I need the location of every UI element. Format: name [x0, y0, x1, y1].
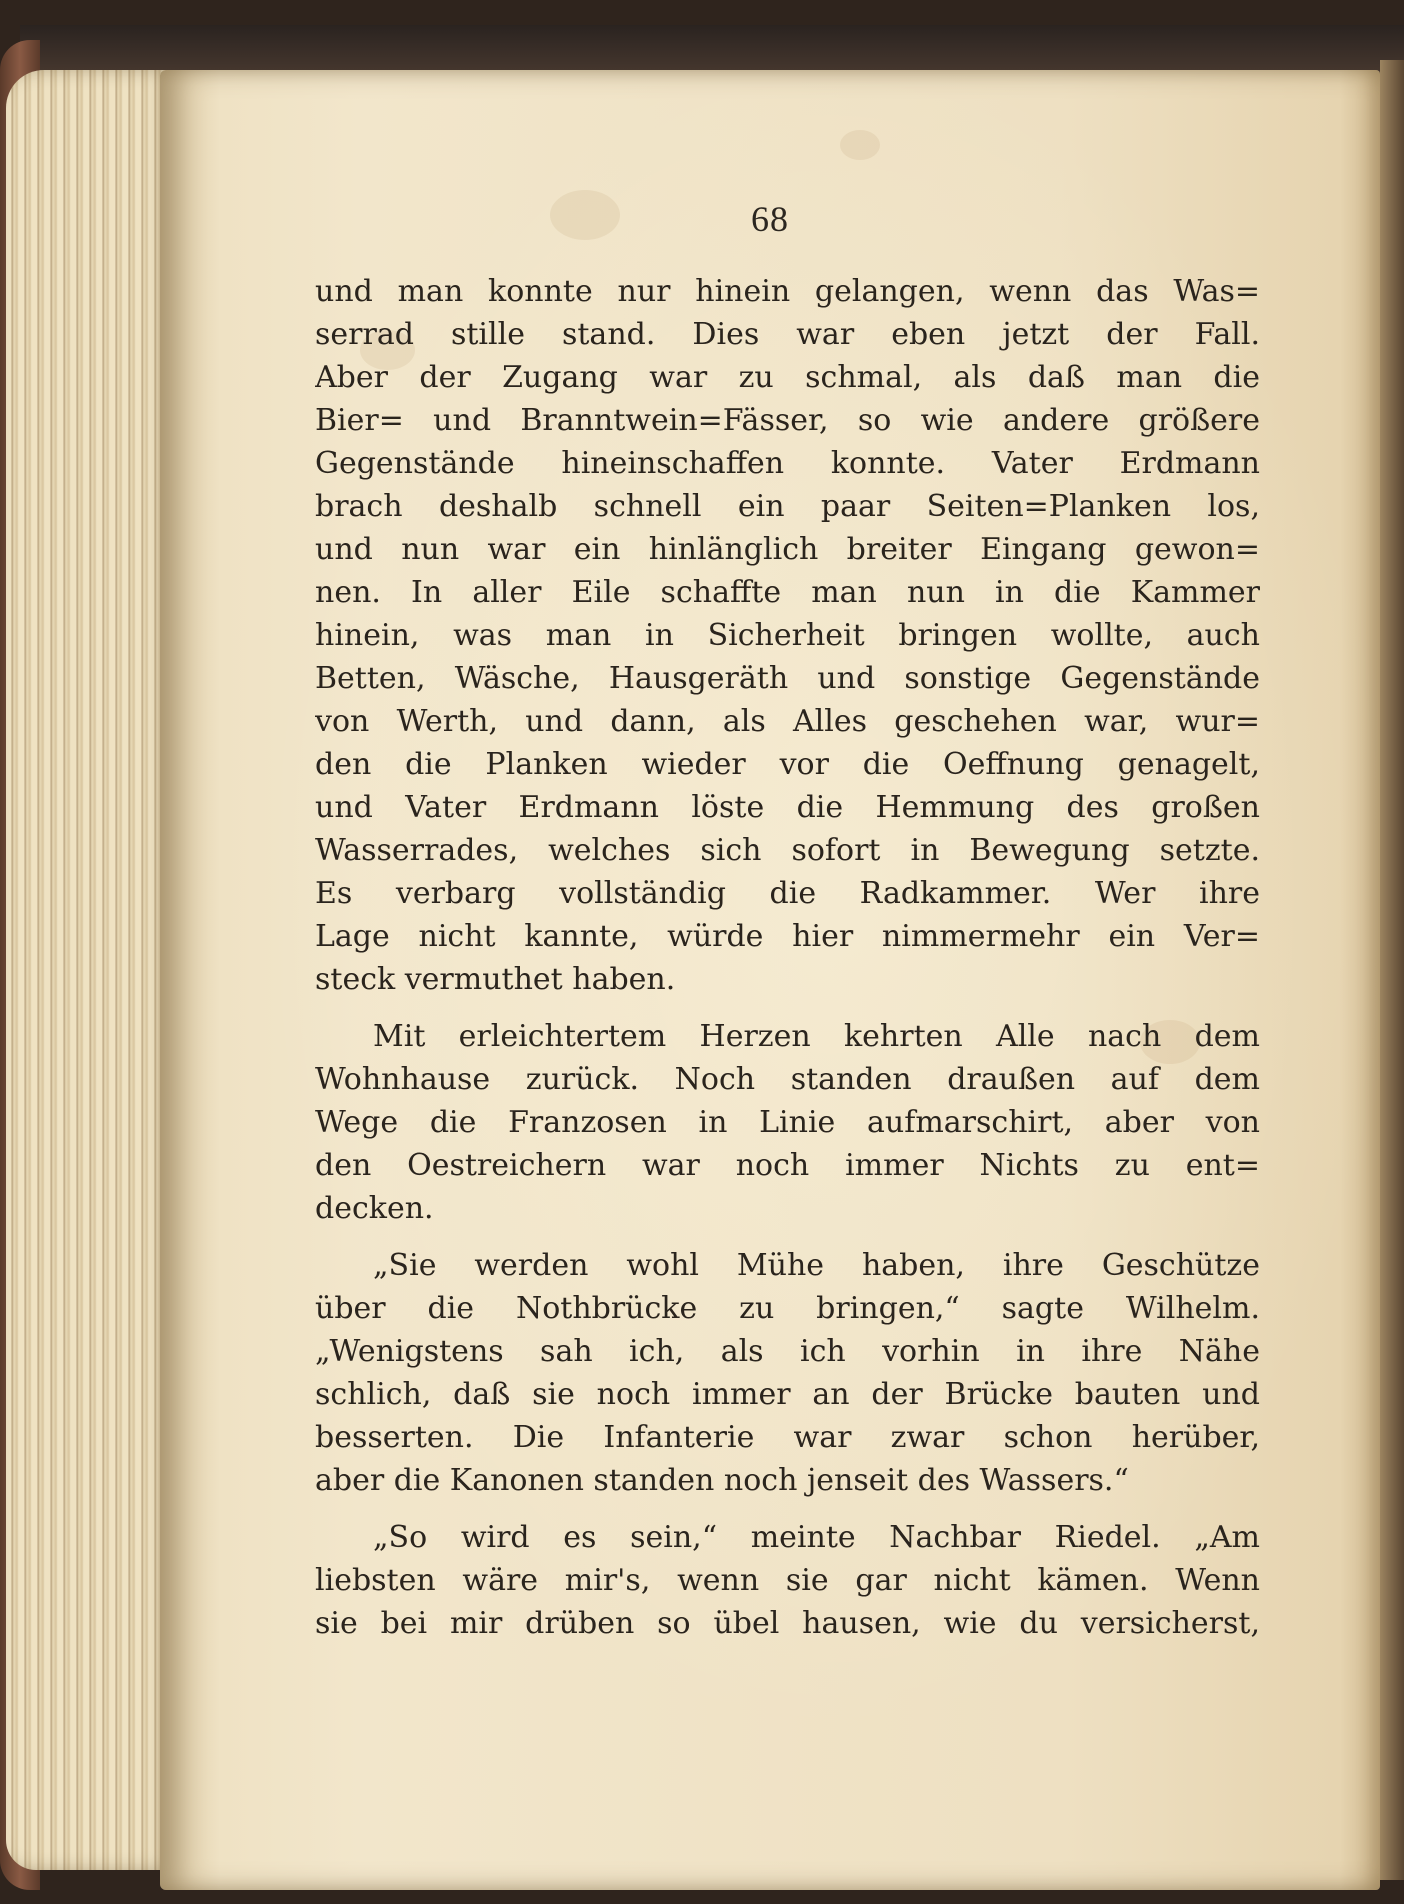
text-line: „Wenigstens sah ich, als ich vorhin in ihre Nähe	[315, 1334, 1260, 1369]
text-line: Wege die Franzosen in Linie aufmarschirt, aber von	[315, 1105, 1260, 1140]
text-line: sie bei mir drüben so übel hausen, wie du versicherst,	[315, 1606, 1260, 1641]
text-line: und Vater Erdmann löste die Hemmung des großen	[315, 790, 1260, 825]
text-line: nen. In aller Eile schaffte man nun in die Kammer	[315, 575, 1260, 610]
text-line: Mit erleichtertem Herzen kehrten Alle nach dem	[373, 1019, 1260, 1054]
text-line: aber die Kanonen standen noch jenseit des Wassers.“	[315, 1463, 1129, 1498]
stacked-page-edges	[6, 70, 176, 1870]
book-page	[160, 70, 1380, 1890]
text-line: liebsten wäre mir's, wenn sie gar nicht kämen. Wenn	[315, 1563, 1260, 1598]
foxing-stain	[840, 130, 880, 160]
paragraph	[315, 1015, 1260, 1230]
text-line: Es verbarg vollständig die Radkammer. Wer ihre	[315, 876, 1260, 911]
text-line: Betten, Wäsche, Hausgeräth und sonstige Gegenstände	[315, 661, 1260, 696]
text-line: Wasserrades, welches sich sofort in Bewegung setzte.	[315, 833, 1260, 868]
text-line: Bier= und Branntwein=Fässer, so wie andere größere	[315, 403, 1260, 438]
text-line: steck vermuthet haben.	[315, 962, 676, 997]
text-line: den die Planken wieder vor die Oeffnung genagelt,	[315, 747, 1260, 782]
page-number: 68	[751, 199, 789, 239]
paragraph	[315, 1516, 1260, 1645]
paragraph	[315, 1244, 1260, 1502]
text-line: den Oestreichern war noch immer Nichts zu ent=	[315, 1148, 1260, 1183]
text-line: „Sie werden wohl Mühe haben, ihre Geschütze	[373, 1248, 1260, 1283]
text-line: decken.	[315, 1191, 434, 1226]
text-line: besserten. Die Infanterie war zwar schon herüber,	[315, 1420, 1260, 1455]
text-line: von Werth, und dann, als Alles geschehen war, wur=	[315, 704, 1260, 739]
text-line: und man konnte nur hinein gelangen, wenn das Was=	[315, 274, 1260, 309]
text-line: und nun war ein hinlänglich breiter Eingang gewon=	[315, 532, 1260, 567]
text-line: Aber der Zugang war zu schmal, als daß man die	[315, 360, 1260, 395]
body-text	[315, 270, 1260, 1645]
text-line: serrad stille stand. Dies war eben jetzt der Fall.	[315, 317, 1260, 352]
text-line: Wohnhause zurück. Noch standen draußen auf dem	[315, 1062, 1260, 1097]
paragraph	[315, 270, 1260, 1001]
text-line: Gegenstände hineinschaffen konnte. Vater Erdmann	[315, 446, 1260, 481]
book-cover-right-edge	[1380, 60, 1404, 1880]
text-line: über die Nothbrücke zu bringen,“ sagte Wilhelm.	[315, 1291, 1260, 1326]
text-line: „So wird es sein,“ meinte Nachbar Riedel. „Am	[373, 1520, 1260, 1555]
text-line: hinein, was man in Sicherheit bringen wollte, auch	[315, 618, 1260, 653]
text-line: schlich, daß sie noch immer an der Brücke bauten und	[315, 1377, 1260, 1412]
text-line: Lage nicht kannte, würde hier nimmermehr ein Ver=	[315, 919, 1260, 954]
text-line: brach deshalb schnell ein paar Seiten=Planken los,	[315, 489, 1260, 524]
